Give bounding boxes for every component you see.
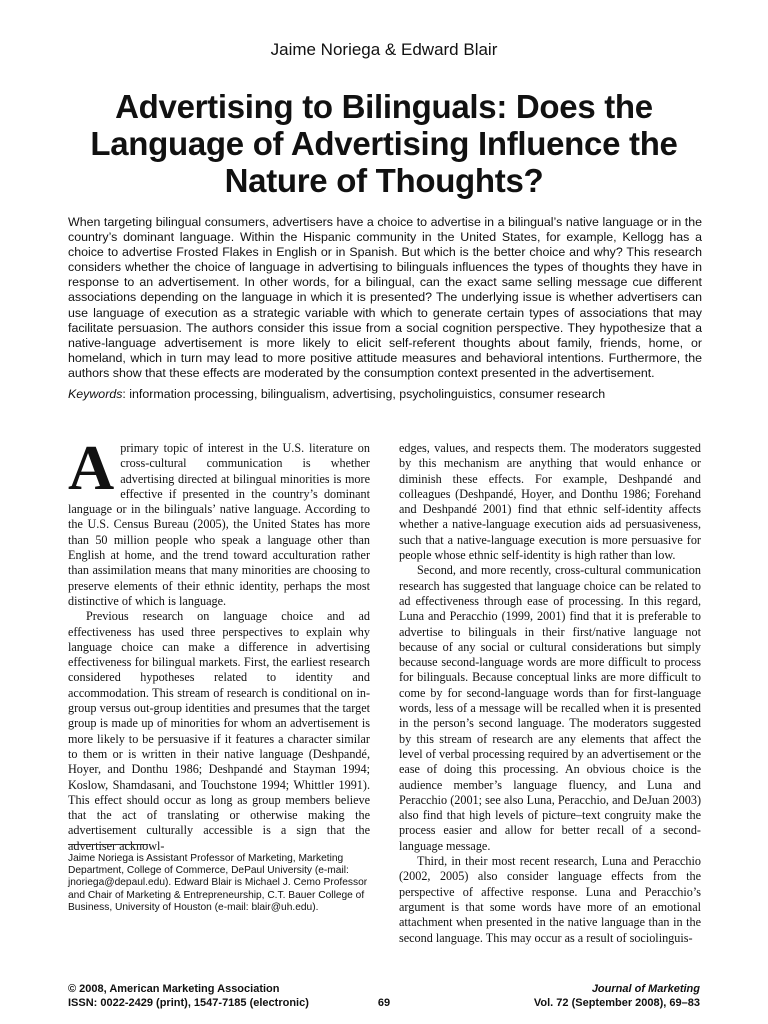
paragraph: edges, values, and respects them. The moderators suggested by this mechanism are anything that would enhance or diminish these effects. For example, Deshpandé and colleagues (Deshpandé, Hoyer, and Donthu 1986; Forehand and Deshpandé 2001) find that ethnic self-identity affects whether a native-language execution aids ad persuasiveness, such that a native-language execution is more persuasive for people whose ethnic self-identity is high rather than low. xyxy=(399,441,701,563)
keywords-label: Keywords xyxy=(68,387,123,401)
copyright-text: © 2008, American Marketing Association xyxy=(68,983,280,995)
journal-name: Journal of Marketing xyxy=(591,983,700,995)
footer-copyright xyxy=(68,983,328,1010)
footer-journal xyxy=(440,983,700,1010)
paragraph: Previous research on language choice and ad effectiveness has used three perspectives to explain why language choice can make a difference in advertising effectiveness for bilingual markets. First, the earliest research considered hypotheses related to identity and accommodation. This stream of research is conditional on in-group versus out-group identities and presumes that the target group is made up of minorities for whom an advertisement is more likely to be persuasive if it features a character similar to them or is written in their native language (Deshpandé, Hoyer, and Donthu 1986; Deshpandé and Stayman 1994; Koslow, Shamdasani, and Touchstone 1994; Whittler 1991). This effect should occur as long as group members believe that the act of translating or otherwise making the advertisement culturally accessible is a sign that the advertiser acknowl- xyxy=(68,609,370,853)
page-number: 69 xyxy=(377,997,391,1009)
drop-cap: A xyxy=(68,432,115,503)
author-line: Jaime Noriega & Edward Blair xyxy=(270,40,498,59)
article-title: Advertising to Bilinguals: Does the Language of Advertising Influence the Nature of Thoughts? xyxy=(90,88,678,199)
body-column-right xyxy=(399,441,701,946)
paragraph-text: primary topic of interest in the U.S. literature on cross-cultural communication is whether advertising directed at bilingual minorities is more effective if presented in the country’s dominant language or in the bilinguals’ native language. According to the U.S. Census Bureau (2005), the United States has more than 50 million people who speak a language other than English at home, and the trend toward acculturation rather than assimilation means that many minorities are choosing to preserve elements of their ethnic identity, perhaps the most distinctive of which is language. xyxy=(68,441,370,608)
body-column-left xyxy=(68,432,370,854)
paragraph xyxy=(68,432,370,609)
footnote-rule xyxy=(68,844,148,845)
keywords-text: : information processing, bilingualism, advertising, psycholinguistics, consumer research xyxy=(122,387,606,401)
keywords xyxy=(68,387,702,402)
author-footnote: Jaime Noriega is Assistant Professor of Marketing, Marketing Department, College of Commerce, DePaul University (e-mail: jnoriega@depaul.edu). Edward Blair is Michael J. Cemo Professor and Chair of Marketing & Entrepreneurship, C.T. Bauer College of Business, University of Houston (e-mail: blair@uh.edu). xyxy=(68,853,368,913)
issn-text: ISSN: 0022-2429 (print), 1547-7185 (electronic) xyxy=(68,996,309,1009)
abstract: When targeting bilingual consumers, advertisers have a choice to advertise in a bilingual’s native language or in the country’s dominant language. Within the Hispanic community in the United States, for example, Kellogg has a choice to advertise Frosted Flakes in English or in Spanish. But which is the better choice and why? This research considers whether the choice of language in advertising to bilinguals influences the types of thoughts they have in response to an advertisement. In other words, for a bilingual, can the exact same selling message cue different associations depending on the language in which it is presented? The underlying issue is whether advertisers can use language of execution as a strategic variable with which to generate certain types of associations that may facilitate persuasion. The authors consider this issue from a social cognition perspective. They hypothesize that a native-language advertisement is more likely to elicit self-referent thoughts about family, friends, home, or homeland, which in turn may lead to more positive attitude measures and behavioral intentions. Furthermore, the authors show that these effects are moderated by the consumption context presented in the advertisement. xyxy=(68,215,702,380)
volume-info: Vol. 72 (September 2008), 69–83 xyxy=(533,996,700,1009)
paragraph: Second, and more recently, cross-cultural communication research has suggested that language choice can be related to ad effectiveness through ease of processing. In this regard, Luna and Peracchio (1999, 2001) find that it is preferable to advertise to bilinguals in their first/native language not because of any social or cultural considerations but simply because second-language words are more difficult to process for bilinguals. Because conceptual links are more difficult to come by for second-language words than for first-language words, less of a message will be recalled when it is presented in the person’s second language. The moderators suggested by this stream of research are any elements that affect the level of verbal processing required by an advertisement or the ease of doing this processing. An obvious choice is the audience member’s language fluency, and Luna and Peracchio (2001; see also Luna, Peracchio, and DeJuan 2003) also find that high levels of picture–text congruity make the process easier and allow for better recall of a second-language message. xyxy=(399,563,701,853)
paragraph: Third, in their most recent research, Luna and Peracchio (2002, 2005) also consider language effects from the perspective of affective response. Luna and Peracchio’s argument is that some words have more of an emotional attachment when presented in the native language than in the second language. This may occur as a result of sociolinguis- xyxy=(399,854,701,945)
